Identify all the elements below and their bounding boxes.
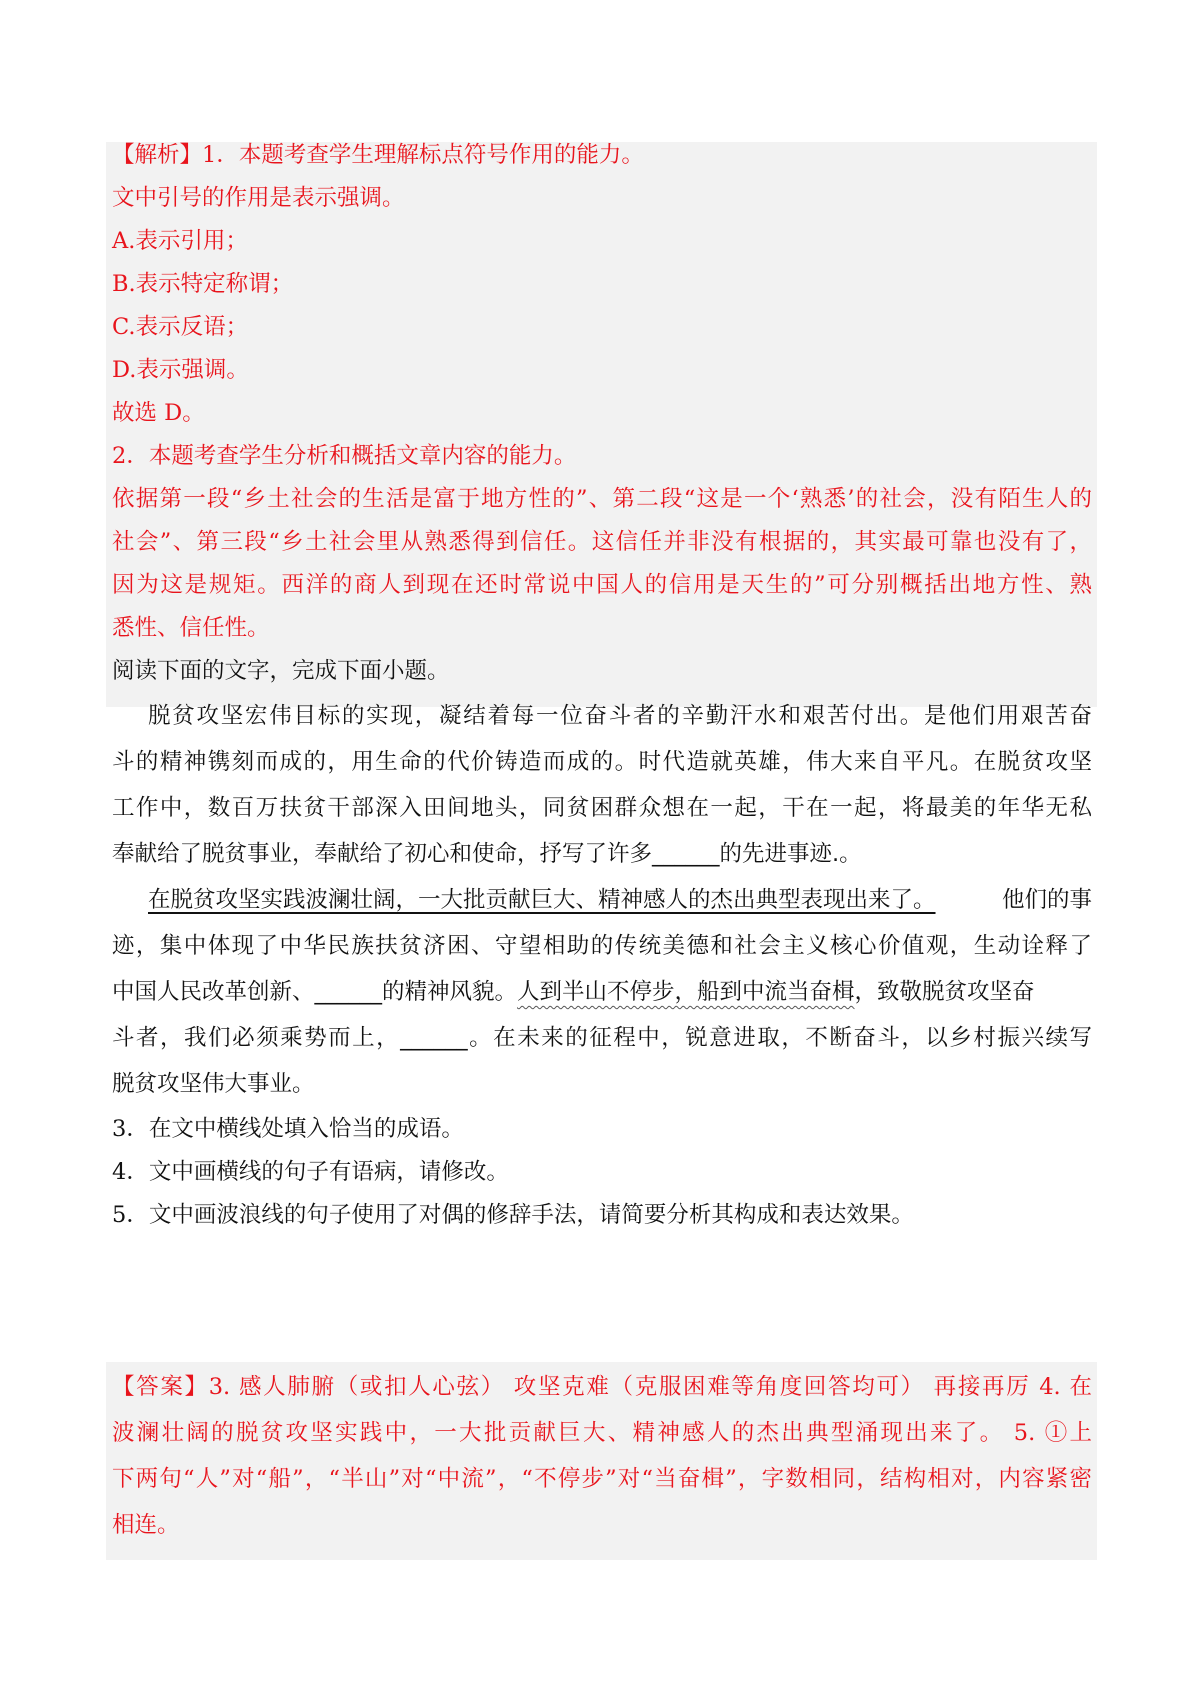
- answer-line: 下两句“人”对“船”，“半山”对“中流”，“不停步”对“当奋楫”，字数相同，结构相对，内容紧密: [112, 1466, 1092, 1492]
- passage-text: 中国人民改革创新、______的精神风貌。: [112, 979, 518, 1005]
- analysis-line: 【解析】1．本题考查学生理解标点符号作用的能力。: [112, 142, 644, 168]
- passage-line: 斗者，我们必须乘势而上，______。在未来的征程中，锐意进取，不断奋斗，以乡村振兴续写: [112, 1025, 1092, 1051]
- analysis-line: A.表示引用；: [112, 228, 248, 254]
- question-item: 5．文中画波浪线的句子使用了对偶的修辞手法，请简要分析其构成和表达效果。: [112, 1202, 914, 1228]
- analysis-line: C.表示反语；: [112, 314, 249, 340]
- passage-line: 斗的精神镌刻而成的，用生命的代价铸造而成的。时代造就英雄，伟大来自平凡。在脱贫攻坚: [112, 749, 1092, 775]
- passage-line: [112, 969, 1092, 1016]
- analysis-line: 文中引号的作用是表示强调。: [112, 185, 405, 211]
- passage-line: 脱贫攻坚宏伟目标的实现，凝结着每一位奋斗者的辛勤汗水和艰苦付出。是他们用艰苦奋: [148, 703, 1092, 729]
- analysis-line: B.表示特定称谓；: [112, 271, 294, 297]
- passage-text: 他们的事: [1001, 887, 1092, 913]
- question-item: 4．文中画横线的句子有语病，请修改。: [112, 1159, 509, 1185]
- passage-line: 奉献给了脱贫事业，奉献给了初心和使命，抒写了许多______的先进事迹.。: [112, 841, 862, 867]
- answer-line: 波澜壮阔的脱贫攻坚实践中，一大批贡献巨大、精神感人的杰出典型涌现出来了。 5. ①上: [112, 1420, 1092, 1446]
- analysis-line: 故选 D。: [112, 400, 205, 426]
- analysis-line: 2．本题考查学生分析和概括文章内容的能力。: [112, 443, 577, 469]
- passage-line: [148, 877, 1092, 924]
- question-item: 3．在文中横线处填入恰当的成语。: [112, 1116, 464, 1142]
- analysis-line: 悉性、信任性。: [112, 615, 270, 641]
- analysis-line: D.表示强调。: [112, 357, 249, 383]
- underlined-sentence: 在脱贫攻坚实践波澜壮阔，一大批贡献巨大、精神感人的杰出典型表现出来了。: [148, 887, 936, 913]
- wavy-sentence: 人到半山不停步，船到中流当奋楫: [517, 979, 855, 1005]
- answer-line: 相连。: [112, 1512, 180, 1538]
- passage-text: ，致敬脱贫攻坚奋: [854, 979, 1035, 1005]
- analysis-line: 社会”、第三段“乡土社会里从熟悉得到信任。这信任并非没有根据的，其实最可靠也没有了，: [112, 529, 1092, 555]
- passage-line: 脱贫攻坚伟大事业。: [112, 1071, 315, 1097]
- passage-line: 工作中，数百万扶贫干部深入田间地头，同贫困群众想在一起，干在一起，将最美的年华无私: [112, 795, 1092, 821]
- passage-line: 迹，集中体现了中华民族扶贫济困、守望相助的传统美德和社会主义核心价值观，生动诠释了: [112, 933, 1092, 959]
- answer-line: 【答案】3. 感人肺腑（或扣人心弦） 攻坚克难（克服困难等角度回答均可） 再接再厉 4. 在: [112, 1374, 1092, 1400]
- reading-instruction: 阅读下面的文字，完成下面小题。: [112, 658, 450, 684]
- analysis-line: 依据第一段“乡土社会的生活是富于地方性的”、第二段“这是一个‘熟悉’的社会，没有陌生人的: [112, 486, 1092, 512]
- analysis-line: 因为这是规矩。西洋的商人到现在还时常说中国人的信用是天生的”可分别概括出地方性、熟: [112, 572, 1092, 598]
